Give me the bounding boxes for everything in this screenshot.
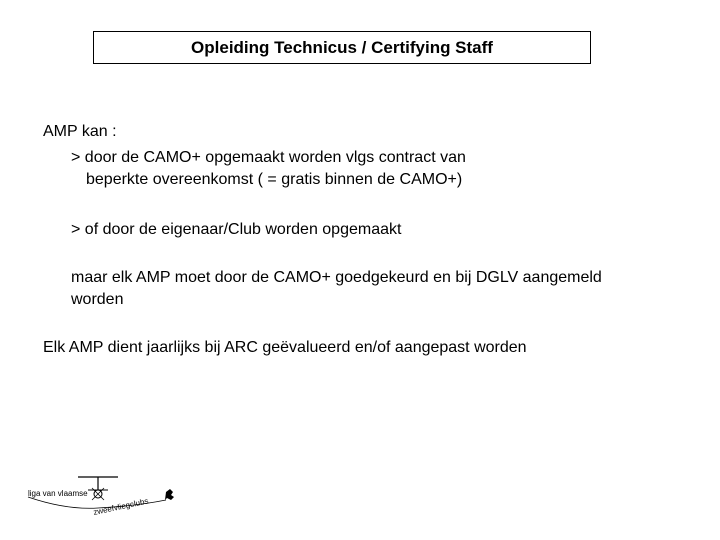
note-line2: worden: [71, 291, 124, 308]
item1-line2: beperkte overeenkomst ( = gratis binnen de CAMO+): [86, 171, 463, 188]
closing-text: Elk AMP dient jaarlijks bij ARC geëvalueerd en/of aangepast worden: [43, 339, 527, 356]
intro-text: AMP kan :: [43, 123, 117, 140]
logo-text-left: liga van vlaamse: [28, 489, 88, 498]
item2-text: > of door de eigenaar/Club worden opgemaakt: [71, 221, 402, 238]
slide-title-text: Opleiding Technicus / Certifying Staff: [191, 37, 493, 57]
glider-club-logo-graphic: [26, 470, 176, 530]
slide-title: [93, 31, 591, 64]
note-line1: maar elk AMP moet door de CAMO+ goedgekeurd en bij DGLV aangemeld: [71, 269, 602, 286]
item1-line1: > door de CAMO+ opgemaakt worden vlgs contract van: [71, 149, 466, 166]
logo-text-right: zweefvliegclubs: [92, 496, 150, 517]
glider-club-logo-icon: [26, 470, 176, 530]
